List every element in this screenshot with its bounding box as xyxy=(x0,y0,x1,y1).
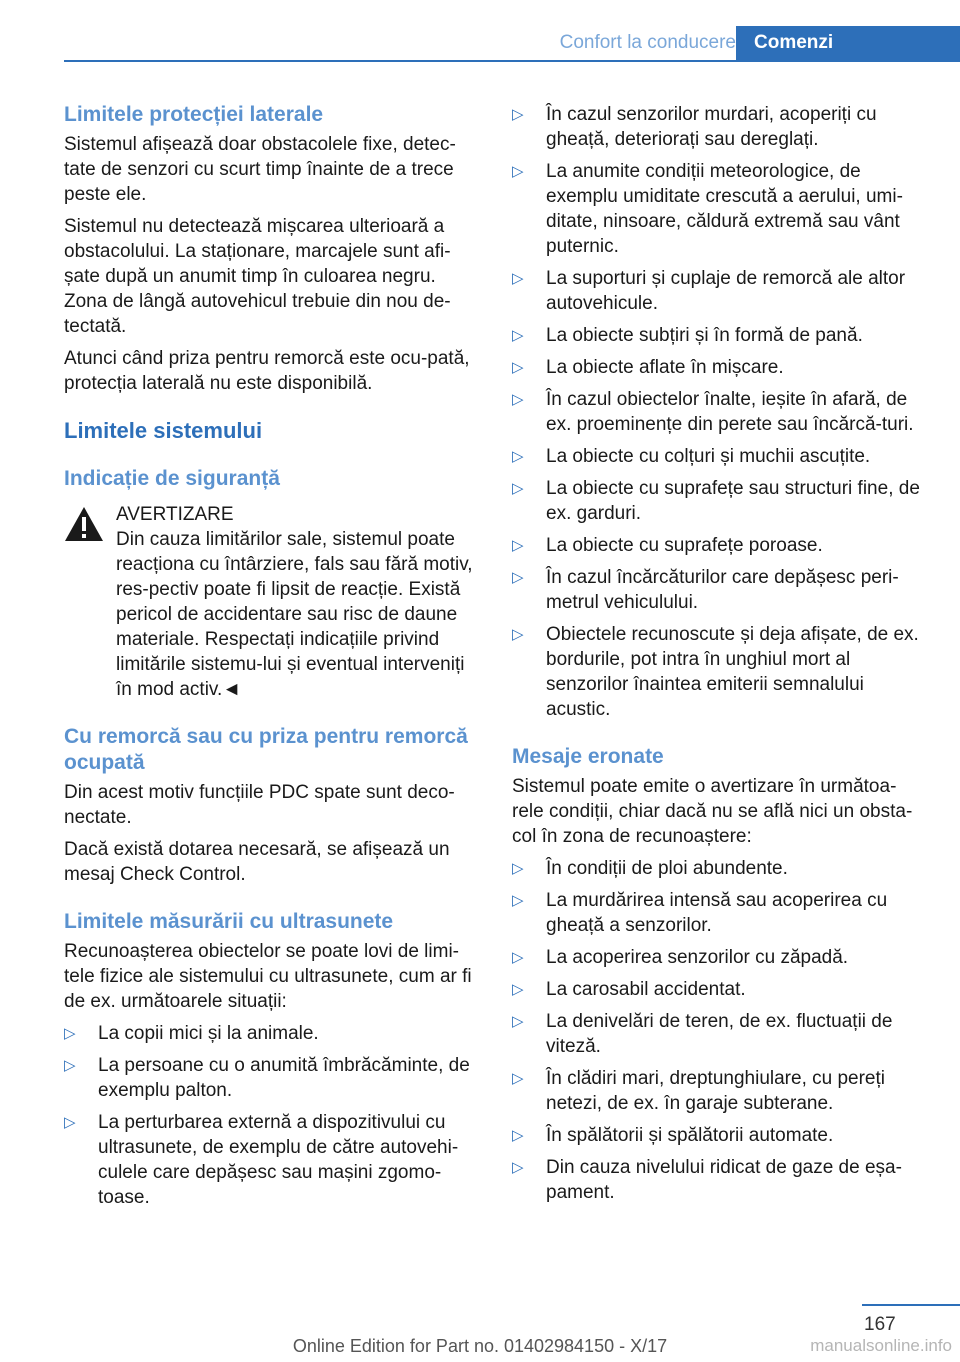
bullet-triangle-icon: ▷ xyxy=(512,106,524,123)
paragraph: Dacă există dotarea necesară, se afișează un mesaj Check Control. xyxy=(64,839,450,885)
bullet-triangle-icon: ▷ xyxy=(512,1127,524,1144)
ultrasound-limits-list xyxy=(64,1021,478,1210)
bullet-triangle-icon: ▷ xyxy=(512,391,524,408)
list-item: ▷ La obiecte subțiri și în formă de pană. xyxy=(512,325,863,346)
bullet-triangle-icon: ▷ xyxy=(64,1025,76,1042)
warning-triangle-icon xyxy=(64,506,104,542)
list-item: ▷ În condiții de ploi abundente. xyxy=(512,858,788,879)
page-number-rule xyxy=(862,1304,960,1306)
bullet-triangle-icon: ▷ xyxy=(64,1057,76,1074)
bullet-triangle-icon: ▷ xyxy=(512,949,524,966)
list-item: ▷ La obiecte aflate în mișcare. xyxy=(512,357,784,378)
list-item: ▷ La obiecte cu colțuri și muchii ascuțite. xyxy=(512,446,871,467)
bullet-triangle-icon: ▷ xyxy=(512,569,524,586)
detection-limits-list xyxy=(512,102,928,722)
watermark: manualsonline.info xyxy=(810,1336,952,1355)
paragraph: Recunoașterea obiectelor se poate lovi de limi-tele fizice ale sistemului cu ultrasunete, cum ar fi de ex. următoarele situații: xyxy=(64,941,472,1012)
list-item: ▷ La carosabil accidentat. xyxy=(512,979,746,1000)
paragraph: Sistemul afișează doar obstacolele fixe, detec-tate de senzori cu scurt timp înainte de a trece peste ele. xyxy=(64,134,456,205)
list-item: ▷ În cazul senzorilor murdari, acoperiți cu gheață, deteriorați sau dereglați. xyxy=(512,104,877,150)
bullet-triangle-icon: ▷ xyxy=(512,1159,524,1176)
list-item: ▷ În spălătorii și spălătorii automate. xyxy=(512,1125,834,1146)
bullet-triangle-icon: ▷ xyxy=(512,1070,524,1087)
heading-safety-note: Indicație de siguranță xyxy=(64,467,280,490)
bullet-triangle-icon: ▷ xyxy=(512,480,524,497)
bullet-triangle-icon: ▷ xyxy=(512,860,524,877)
list-item: ▷ La murdărirea intensă sau acoperirea cu gheață a senzorilor. xyxy=(512,890,888,936)
warning-text: Din cauza limitărilor sale, sistemul poate reacționa cu întârziere, fals sau fără motiv, res-pectiv poate fi lipsit de reacție. Există pericol de accidentare sau risc de daune materiale. Respectați indicațiile privind limitările sistemu-lui și eventual interveniți în mod activ.◄ xyxy=(116,529,473,700)
list-item: ▷ La persoane cu o anumită îmbrăcăminte, de exemplu palton. xyxy=(64,1055,470,1101)
header-section-title: Confort la conducere xyxy=(559,32,736,53)
paragraph: Sistemul nu detectează mișcarea ulterioară a obstacolului. La staționare, marcajele sunt afi-șate după un anumit timp în culoarea negru. Zona de lângă autovehicul trebuie din nou de-tectată. xyxy=(64,216,451,337)
header-chapter-tab: Comenzi xyxy=(736,26,960,62)
bullet-triangle-icon: ▷ xyxy=(512,163,524,180)
list-item: ▷ În clădiri mari, dreptunghiulare, cu pereți netezi, de ex. în garaje subterane. xyxy=(512,1068,886,1114)
bullet-triangle-icon: ▷ xyxy=(512,327,524,344)
paragraph: Atunci când priza pentru remorcă este ocu-pată, protecția laterală nu este disponibilă. xyxy=(64,348,470,394)
heading-system-limits: Limitele sistemului xyxy=(64,418,263,443)
warning-title: AVERTIZARE xyxy=(116,504,234,525)
heading-ultrasound-limits: Limitele măsurării cu ultrasunete xyxy=(64,910,394,933)
bullet-triangle-icon: ▷ xyxy=(512,537,524,554)
header-rule xyxy=(64,60,960,62)
bullet-triangle-icon: ▷ xyxy=(512,448,524,465)
list-item: ▷ La denivelări de teren, de ex. fluctuații de viteză. xyxy=(512,1011,893,1057)
bullet-triangle-icon: ▷ xyxy=(512,892,524,909)
list-item: ▷ La obiecte cu suprafețe sau structuri fine, de ex. garduri. xyxy=(512,478,920,524)
bullet-triangle-icon: ▷ xyxy=(512,1013,524,1030)
list-item: ▷ În cazul obiectelor înalte, ieșite în afară, de ex. proeminențe din perete sau încărcă-turi. xyxy=(512,389,914,435)
heading-trailer: Cu remorcă sau cu priza pentru remorcă ocupată xyxy=(64,725,468,774)
list-item: ▷ În cazul încărcăturilor care depășesc peri-metrul vehiculului. xyxy=(512,567,899,613)
list-item: ▷ La perturbarea externă a dispozitivului cu ultrasunete, de exemplu de către autovehi-culele care depășesc sau mașini zgomo-toase. xyxy=(64,1112,459,1208)
right-column xyxy=(512,102,928,1212)
list-item: ▷ La copii mici și la animale. xyxy=(64,1023,319,1044)
bullet-triangle-icon: ▷ xyxy=(64,1114,76,1131)
heading-error-messages: Mesaje eronate xyxy=(512,745,664,768)
paragraph: Sistemul poate emite o avertizare în următoa-rele condiții, chiar dacă nu se află nici un obsta-col în zona de recunoaștere: xyxy=(512,776,913,847)
bullet-triangle-icon: ▷ xyxy=(512,359,524,376)
paragraph: Din acest motiv funcțiile PDC spate sunt deco-nectate. xyxy=(64,782,455,828)
bullet-triangle-icon: ▷ xyxy=(512,981,524,998)
error-conditions-list xyxy=(512,856,928,1205)
list-item: ▷ La anumite condiții meteorologice, de exemplu umiditate crescută a aerului, umi-ditate, ninsoare, căldură extremă sau vânt puternic. xyxy=(512,161,903,257)
left-column xyxy=(64,102,478,1217)
footer-edition: Online Edition for Part no. 01402984150 - X/17 xyxy=(292,1336,668,1356)
warning-box xyxy=(64,502,478,702)
page-number: 167 xyxy=(864,1314,896,1335)
bullet-triangle-icon: ▷ xyxy=(512,626,524,643)
list-item: ▷ La suporturi și cuplaje de remorcă ale altor autovehicule. xyxy=(512,268,906,314)
list-item: ▷ La acoperirea senzorilor cu zăpadă. xyxy=(512,947,849,968)
list-item: ▷ Din cauza nivelului ridicat de gaze de eșa-pament. xyxy=(512,1157,902,1203)
list-item: ▷ Obiectele recunoscute și deja afișate, de ex. bordurile, pot intra în unghiul mort al senzorilor înaintea emiterii semnalului acustic. xyxy=(512,624,919,720)
bullet-triangle-icon: ▷ xyxy=(512,270,524,287)
heading-lateral-limits: Limitele protecției laterale xyxy=(64,103,324,126)
list-item: ▷ La obiecte cu suprafețe poroase. xyxy=(512,535,823,556)
